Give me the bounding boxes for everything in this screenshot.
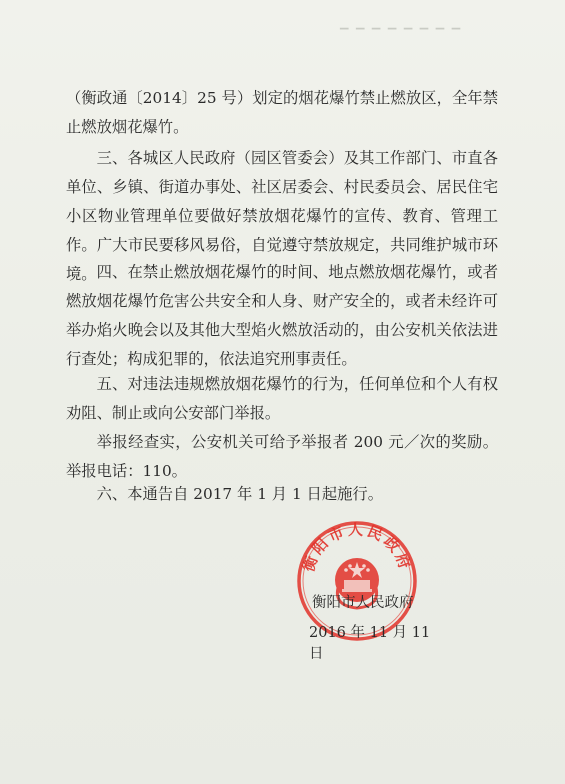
signature-organization: 衡阳市人民政府 [312,595,414,611]
paragraph-item-4: 四、在禁止燃放烟花爆竹的时间、地点燃放烟花爆竹，或者燃放烟花爆竹危害公共安全和人身、财产安全的，或者未经许可举办焰火晚会以及其他大型焰火燃放活动的，由公安机关依法进行查处；构成犯罪的，依法追究刑事责任。 [66,263,498,368]
paragraph-continuation: （衡政通〔2014〕25 号）划定的烟花爆竹禁止燃放区，全年禁止燃放烟花爆竹。 [66,89,498,136]
paragraph-item-3: 三、各城区人民政府（园区管委会）及其工作部门、市直各单位、乡镇、街道办事处、社区居委会、村民委员会、居民住宅小区物业管理单位要做好禁放烟花爆竹的宣传、教育、管理工作。广大市民要移风易俗，自觉遵守禁放规定，共同维护城市环境。 [66,149,498,283]
paragraph-report-reward: 举报经查实，公安机关可给予举报者 200 元／次的奖励。举报电话：110。 [66,433,498,480]
signature-date: 2016 年 11 月 11 日 [309,625,431,662]
seal-text: 衡阳市人民政府 [299,520,415,574]
paragraph-item-6: 六、本通告自 2017 年 1 月 1 日起施行。 [96,485,384,503]
paragraph-item-5: 五、对违法违规燃放烟花爆竹的行为，任何单位和个人有权劝阻、制止或向公安部门举报。 [66,375,498,422]
bleed-through-marks: ▔ ▔ ▔ ▔ ▔ ▔ ▔ ▔ [340,28,463,41]
